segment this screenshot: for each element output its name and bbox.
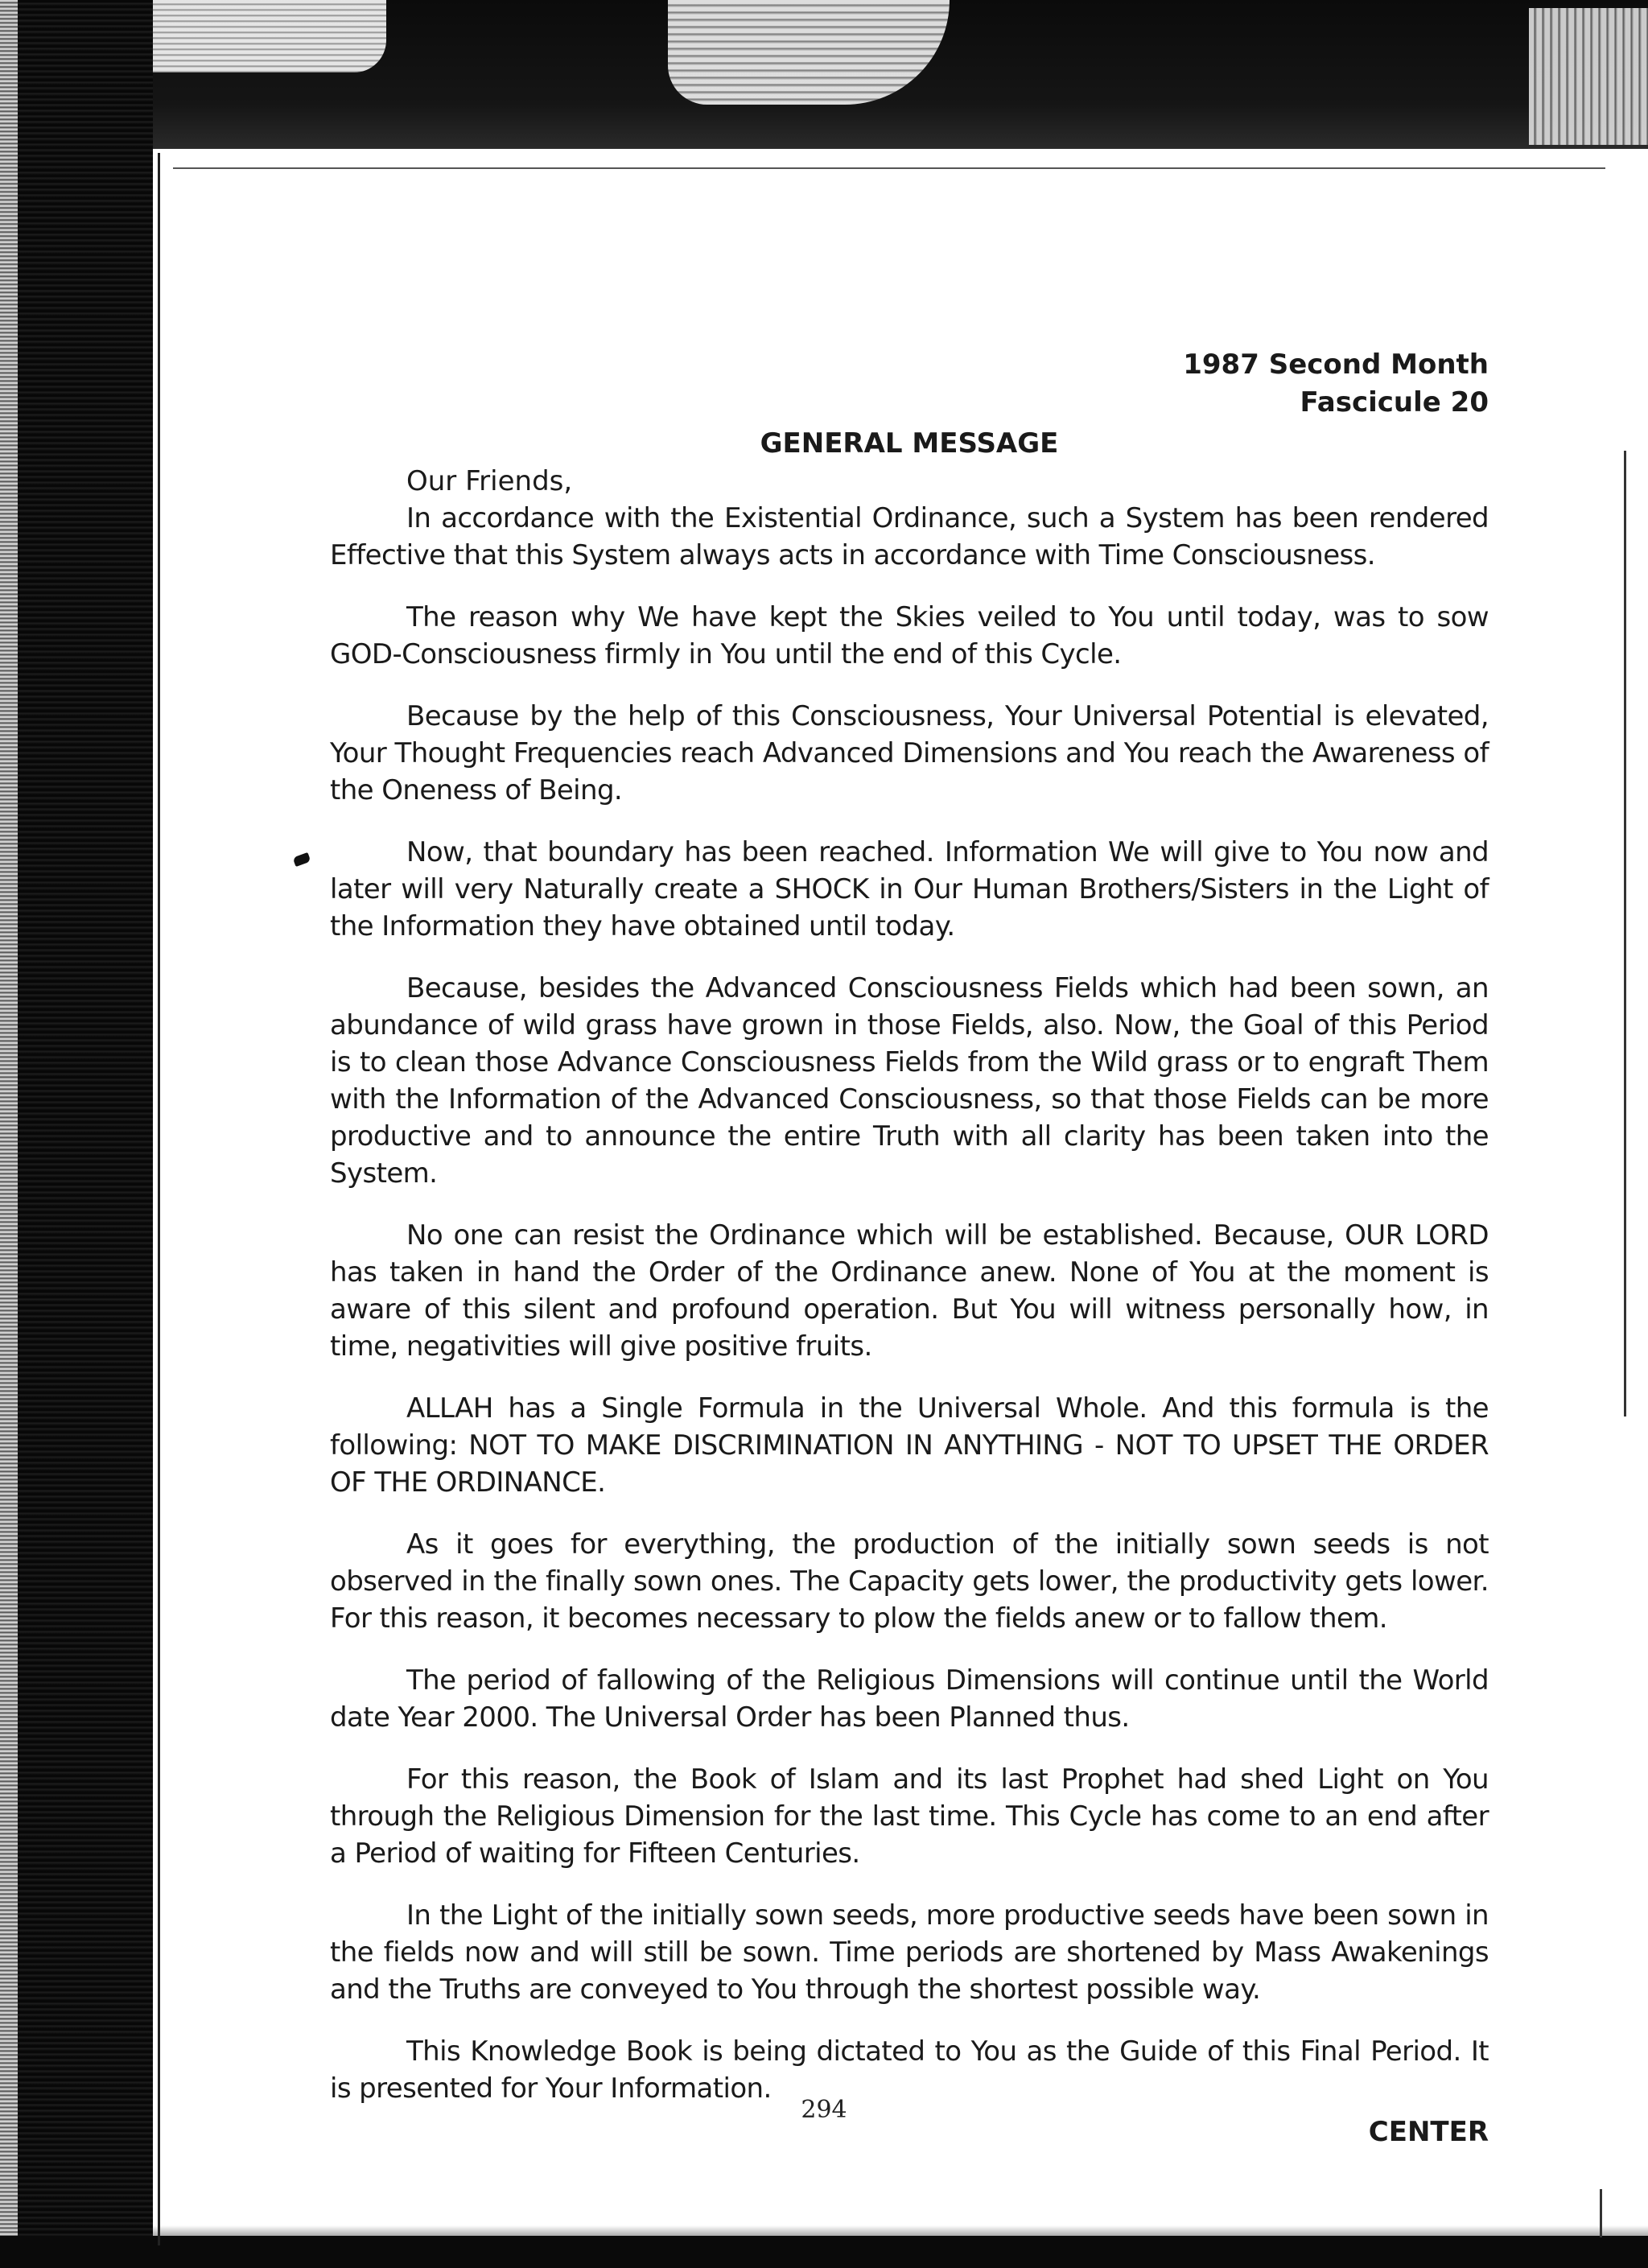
page-title: GENERAL MESSAGE bbox=[760, 427, 1059, 460]
paragraph: As it goes for everything, the production of the initially sown seeds is not observed in the finally sown ones. The Capacity gets lower, the productivity gets lower. For this reason, it becomes necessary to plow the fields anew or to fallow them. bbox=[330, 1528, 1489, 1635]
scan-binding-stripe bbox=[0, 0, 18, 2268]
document-page bbox=[330, 346, 1489, 2150]
paragraph: Because by the help of this Consciousness, Your Universal Potential is elevated, Your Thought Frequencies reach Advanced Dimensions and You reach the Awareness of the Oneness of Being. bbox=[330, 700, 1489, 806]
margin-mark bbox=[1624, 451, 1626, 1416]
fascicule-line: Fascicule 20 bbox=[1300, 386, 1489, 419]
salutation: Our Friends, bbox=[406, 465, 573, 497]
paragraph: Now, that boundary has been reached. Information We will give to You now and later will very Naturally create a SHOCK in Our Human Brothers/Sisters in the Light of the Information they have obtained until today. bbox=[330, 836, 1489, 942]
page-left-edge bbox=[158, 153, 160, 2245]
signature: CENTER bbox=[1368, 2116, 1489, 2148]
scan-glare bbox=[1529, 8, 1648, 145]
paragraph: ALLAH has a Single Formula in the Universal Whole. And this formula is the following: NOT TO MAKE DISCRIMINATION IN ANYTHING - NOT TO UPSET THE ORDER OF THE ORDINANCE. bbox=[330, 1392, 1489, 1499]
margin-mark bbox=[1600, 2189, 1602, 2237]
scan-glare bbox=[121, 0, 386, 72]
date-line: 1987 Second Month bbox=[1183, 348, 1489, 381]
stray-ink-mark bbox=[293, 852, 311, 867]
scan-bottom-border bbox=[0, 2236, 1648, 2268]
paragraph: The period of fallowing of the Religious Dimensions will continue until the World date Year 2000. The Universal Order has been Planned thus. bbox=[330, 1664, 1489, 1734]
paragraph: This Knowledge Book is being dictated to You as the Guide of this Final Period. It is presented for Your Information. bbox=[330, 2035, 1489, 2105]
paragraph: For this reason, the Book of Islam and its last Prophet had shed Light on You through the Religious Dimension for the last time. This Cycle has come to an end after a Period of waiting for Fifteen Centuries. bbox=[330, 1763, 1489, 1870]
paragraph: Because, besides the Advanced Consciousness Fields which had been sown, an abundance of wild grass have grown in those Fields, also. Now, the Goal of this Period is to clean those Advance Consciousness Fields from the Wild grass or to engraft Them with the Information of the Advanced Consciousness, so that those Fields can be more productive and to announce the entire Truth with all clarity has been taken into the System. bbox=[330, 972, 1489, 1190]
page-top-rule bbox=[173, 167, 1605, 169]
scan-left-border bbox=[0, 0, 153, 2268]
scan-glare bbox=[668, 0, 950, 105]
scan-top-border bbox=[0, 0, 1648, 149]
paragraph: In accordance with the Existential Ordinance, such a System has been rendered Effective that this System always acts in accordance with Time Consciousness. bbox=[330, 502, 1489, 571]
page-number: 294 bbox=[801, 2096, 847, 2124]
paragraph: No one can resist the Ordinance which will be established. Because, OUR LORD has taken in hand the Order of the Ordinance anew. None of You at the moment is aware of this silent and profound operation. But You will witness personally how, in time, negativities will give positive fruits. bbox=[330, 1219, 1489, 1363]
paragraph: The reason why We have kept the Skies veiled to You until today, was to sow GOD-Consciousness firmly in You until the end of this Cycle. bbox=[330, 601, 1489, 670]
scan-bottom-shadow bbox=[153, 2225, 1648, 2237]
paragraph: In the Light of the initially sown seeds, more productive seeds have been sown in the fields now and will still be sown. Time periods are shortened by Mass Awakenings and the Truths are conveyed to You through the shortest possible way. bbox=[330, 1899, 1489, 2006]
